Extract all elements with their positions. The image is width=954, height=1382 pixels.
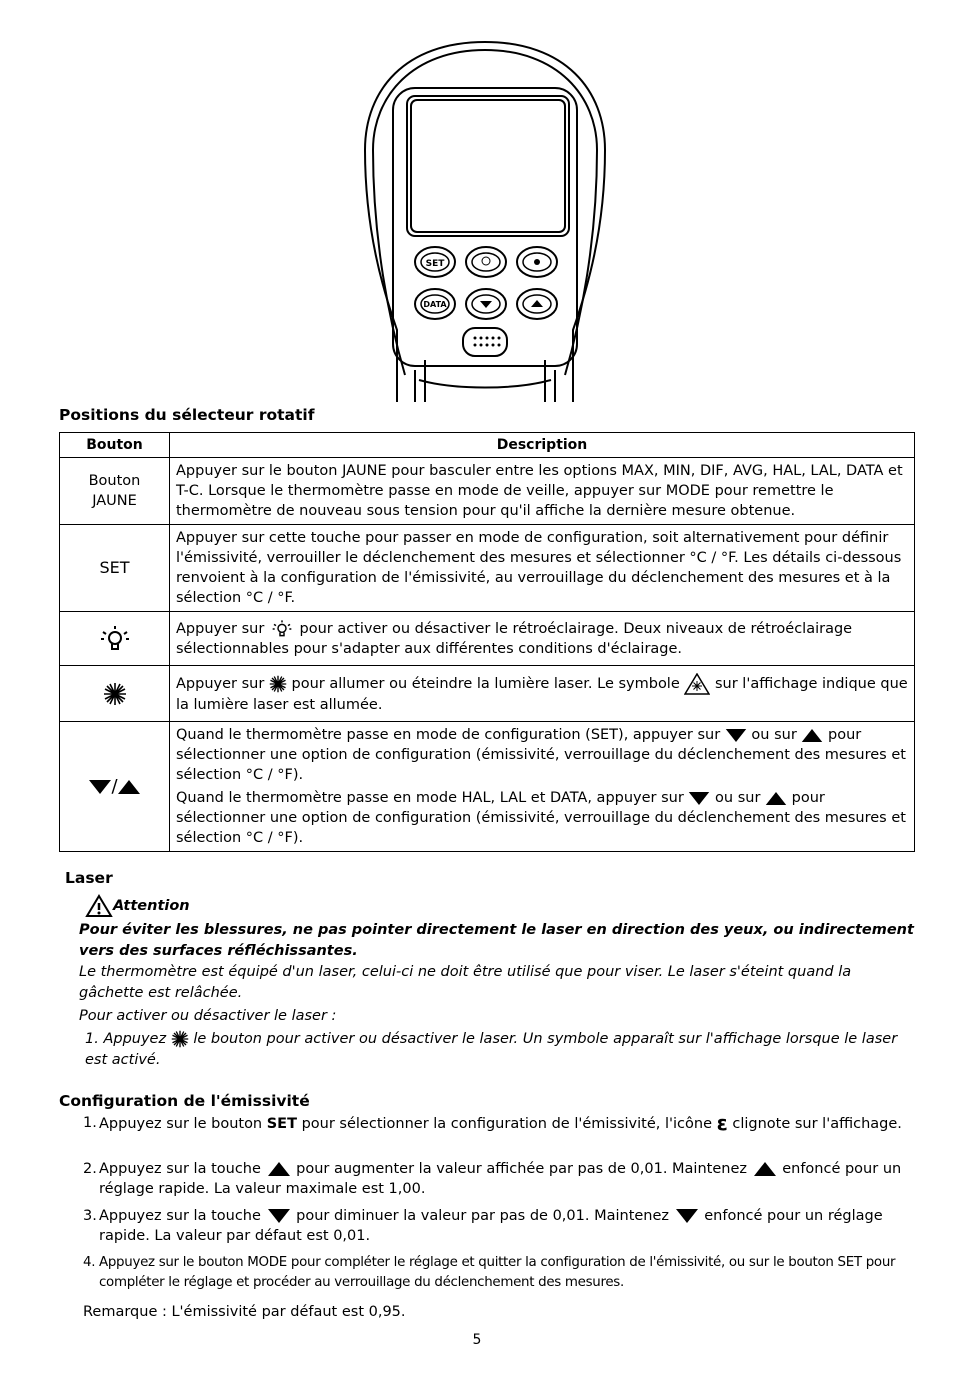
backlight-icon: [98, 624, 132, 654]
up-arrow-icon: [118, 780, 140, 794]
row-button-laser: [60, 666, 170, 722]
row-button-arrows: [60, 722, 170, 852]
laser-intro: Pour activer ou désactiver le laser :: [79, 1008, 337, 1024]
backlight-icon: [269, 619, 295, 639]
thermometer-illustration: [355, 40, 615, 404]
emissivity-step-2: 2. Appuyez sur la touche pour augmenter la valeur affichée par pas de 0,01. Maintenez enfoncé pour un réglage rapide. La valeur maximale est 1,00.: [83, 1161, 902, 1197]
row-description: Appuyer sur pour activer ou désactiver le rétroéclairage. Deux niveaux de rétroéclairage sélectionnables pour s'adapter aux différentes conditions d'éclairage.: [170, 612, 915, 666]
device-down-button: [466, 289, 506, 319]
page-number: 5: [472, 1332, 482, 1348]
device-up-button: [517, 289, 557, 319]
laser-warning-text: Le thermomètre est équipé d'un laser, celui-ci ne doit être utilisé que pour viser. Le laser s'éteint quand la gâchette est relâchée.: [79, 964, 852, 1001]
emissivity-step-3: 3. Appuyez sur la touche pour diminuer la valeur par pas de 0,01. Maintenez enfoncé pour un réglage rapide. La valeur par défaut est 0,01.: [83, 1208, 883, 1244]
emissivity-note: Remarque : L'émissivité par défaut est 0,95.: [83, 1304, 406, 1320]
down-arrow-icon: [725, 729, 747, 742]
emissivity-step-4: 4. Appuyez sur le bouton MODE pour compléter le réglage et quitter la configuration de l'émissivité, ou sur le bouton SET pour compléter le réglage et procéder au verrouillage du déclenchement des mesures.: [83, 1255, 896, 1290]
table-row: [60, 525, 915, 612]
arrows-paragraph-2: Quand le thermomètre passe en mode HAL, LAL et DATA, appuyer sur ou sur pour sélectionner une option de configuration (émissivité, verrouillage du déclenchement des mesures et sélection °C / °F).: [176, 790, 906, 846]
device-set-button: [415, 247, 455, 277]
down-arrow-icon: [688, 792, 710, 805]
up-arrow-icon: [765, 792, 787, 805]
warning-icon: [85, 894, 113, 918]
laser-warning-bold: Pour éviter les blessures, ne pas pointer directement le laser en direction des yeux, ou indirectement vers des surfaces réfléchissantes.: [79, 922, 914, 959]
table-row: [60, 458, 915, 525]
up-arrow-icon: [801, 729, 823, 742]
table-row: [60, 722, 915, 852]
row-button-jaune: Bouton JAUNE: [60, 458, 170, 525]
arrow-separator: /: [111, 775, 118, 797]
table-row: [60, 612, 915, 666]
emissivity-icon: ε: [716, 1111, 728, 1135]
laser-warning-icon: [684, 673, 710, 695]
svg-text:SET: SET: [425, 259, 445, 269]
row-button-backlight: [60, 612, 170, 666]
row-description: Appuyer sur cette touche pour passer en mode de configuration, soit alternativement pour définir l'émissivité, verrouiller le déclenchement des mesures et sélectionner °C / °F. Les détails ci-dessous renvoient à la configuration de l'émissivité, au verrouillage du déclenchement des mesures et à la sélection °C / °F.: [170, 525, 915, 612]
table-row: [60, 666, 915, 722]
button-table: [59, 432, 915, 852]
laser-icon: [171, 1030, 189, 1048]
laser-icon: [269, 675, 287, 693]
down-arrow-icon: [266, 1209, 292, 1223]
row-description: Appuyer sur pour allumer ou éteindre la lumière laser. Le symbole sur l'affichage indique que la lumière laser est allumée.: [170, 666, 915, 722]
header-description: Description: [170, 433, 915, 458]
section-title-laser: Laser: [65, 869, 113, 887]
row-button-set: SET: [60, 525, 170, 612]
up-arrow-icon: [752, 1162, 778, 1176]
down-arrow-icon: [89, 780, 111, 794]
device-laser-button: [517, 247, 557, 277]
emissivity-step-1: 1. Appuyez sur le bouton SET pour sélectionner la configuration de l'émissivité, l'icône ε clignote sur l'affichage.: [83, 1111, 902, 1135]
laser-step-1: 1. Appuyez le bouton pour activer ou désactiver le laser. Un symbole apparaît sur l'affichage lorsque le laser est activé.: [85, 1031, 898, 1068]
svg-text:DATA: DATA: [423, 300, 447, 309]
section-title-rotary: Positions du sélecteur rotatif: [59, 406, 315, 424]
row-description: Appuyer sur le bouton JAUNE pour basculer entre les options MAX, MIN, DIF, AVG, HAL, LAL, DATA et T-C. Lorsque le thermomètre passe en mode de veille, appuyer sur MODE pour remettre le thermomètre de nouveau sous tension pour qu'il affiche la dernière mesure obtenue.: [170, 458, 915, 525]
down-arrow-icon: [674, 1209, 700, 1223]
row-description: [170, 722, 915, 852]
device-backlight-button: [466, 247, 506, 277]
device-data-button: [415, 289, 455, 319]
section-title-emissivity: Configuration de l'émissivité: [59, 1092, 310, 1110]
up-arrow-icon: [266, 1162, 292, 1176]
header-button: Bouton: [60, 433, 170, 458]
table-header-row: [60, 433, 915, 458]
arrows-paragraph-1: Quand le thermomètre passe en mode de configuration (SET), appuyer sur ou sur pour sélectionner une option de configuration (émissivité, verrouillage du déclenchement des mesures et sélection °C / °F).: [176, 727, 906, 783]
laser-icon: [103, 682, 127, 706]
attention-line: Attention: [85, 894, 190, 918]
